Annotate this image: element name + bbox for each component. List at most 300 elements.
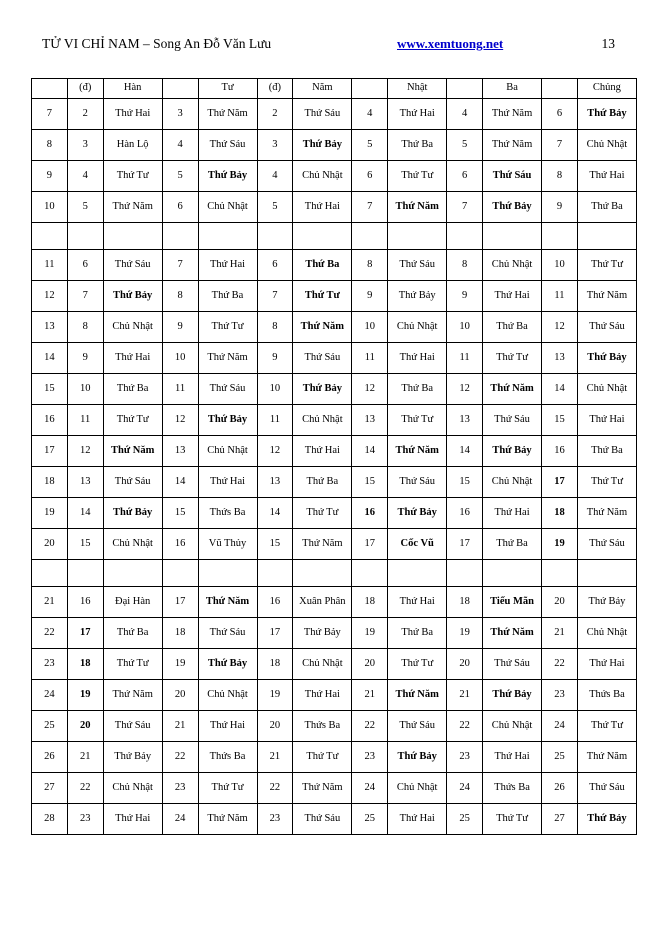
table-cell: Thứ Bảy bbox=[103, 742, 162, 773]
table-cell: 14 bbox=[67, 498, 103, 529]
column-header bbox=[542, 79, 578, 99]
column-header: Ba bbox=[483, 79, 542, 99]
table-cell: Thứ Sáu bbox=[483, 161, 542, 192]
table-cell: 11 bbox=[542, 281, 578, 312]
table-cell: 18 bbox=[162, 618, 198, 649]
table-cell: 7 bbox=[257, 281, 293, 312]
spacer-cell bbox=[293, 560, 352, 587]
table-cell: Thứ Năm bbox=[483, 618, 542, 649]
table-cell: Thứ Bảy bbox=[577, 343, 636, 374]
table-cell: 23 bbox=[542, 680, 578, 711]
column-header: Hàn bbox=[103, 79, 162, 99]
table-cell: Thứ Hai bbox=[103, 99, 162, 130]
book-title: TỬ VI CHỈ NAM – Song An Đỗ Văn Lưu bbox=[42, 36, 272, 51]
table-cell: 8 bbox=[257, 312, 293, 343]
table-cell: Thứs Ba bbox=[198, 742, 257, 773]
table-row bbox=[32, 405, 637, 436]
table-cell: Thứ Bảy bbox=[198, 649, 257, 680]
table-cell: Thứ Hai bbox=[103, 804, 162, 835]
table-cell: Hàn Lộ bbox=[103, 130, 162, 161]
table-cell: 11 bbox=[257, 405, 293, 436]
spacer-cell bbox=[257, 560, 293, 587]
column-header bbox=[32, 79, 68, 99]
table-cell: 11 bbox=[32, 250, 68, 281]
table-cell: Thứ Ba bbox=[388, 374, 447, 405]
table-cell: 16 bbox=[257, 587, 293, 618]
table-cell: 12 bbox=[162, 405, 198, 436]
table-cell: 24 bbox=[542, 711, 578, 742]
table-cell: 16 bbox=[447, 498, 483, 529]
table-cell: 17 bbox=[542, 467, 578, 498]
table-cell: 16 bbox=[162, 529, 198, 560]
table-cell: 5 bbox=[447, 130, 483, 161]
table-cell: 14 bbox=[447, 436, 483, 467]
table-cell: 18 bbox=[67, 649, 103, 680]
table-cell: Vũ Thủy bbox=[198, 529, 257, 560]
spacer-cell bbox=[32, 223, 68, 250]
table-cell: 24 bbox=[32, 680, 68, 711]
table-cell: 19 bbox=[257, 680, 293, 711]
table-cell: 12 bbox=[447, 374, 483, 405]
table-cell: Thứ Bảy bbox=[388, 498, 447, 529]
table-cell: Thứ Năm bbox=[198, 804, 257, 835]
table-cell: Thứ Năm bbox=[198, 343, 257, 374]
table-cell: 25 bbox=[352, 804, 388, 835]
table-cell: 9 bbox=[257, 343, 293, 374]
table-row bbox=[32, 467, 637, 498]
table-cell: 18 bbox=[352, 587, 388, 618]
table-cell: 18 bbox=[542, 498, 578, 529]
table-cell: 23 bbox=[32, 649, 68, 680]
table-cell: Thứ Năm bbox=[483, 374, 542, 405]
table-cell: 17 bbox=[162, 587, 198, 618]
table-cell: Đại Hàn bbox=[103, 587, 162, 618]
table-cell: 21 bbox=[67, 742, 103, 773]
table-cell: 11 bbox=[162, 374, 198, 405]
table-cell: 20 bbox=[447, 649, 483, 680]
table-cell: 24 bbox=[352, 773, 388, 804]
table-cell: 15 bbox=[257, 529, 293, 560]
table-cell: Thứ Tư bbox=[103, 161, 162, 192]
table-cell: Thứ Sáu bbox=[103, 467, 162, 498]
table-cell: 23 bbox=[67, 804, 103, 835]
table-cell: 7 bbox=[32, 99, 68, 130]
table-cell: 13 bbox=[447, 405, 483, 436]
table-cell: Thứ Sáu bbox=[388, 711, 447, 742]
table-cell: Thứ Sáu bbox=[103, 711, 162, 742]
table-cell: 7 bbox=[352, 192, 388, 223]
spacer-cell bbox=[103, 223, 162, 250]
table-cell: 22 bbox=[32, 618, 68, 649]
table-cell: Thứ Hai bbox=[483, 498, 542, 529]
spacer-cell bbox=[352, 223, 388, 250]
table-cell: 13 bbox=[257, 467, 293, 498]
table-header-row bbox=[32, 79, 637, 99]
column-header bbox=[352, 79, 388, 99]
table-row bbox=[32, 529, 637, 560]
spacer-cell bbox=[388, 223, 447, 250]
table-cell: 5 bbox=[352, 130, 388, 161]
table-cell: Thứ Sáu bbox=[483, 649, 542, 680]
table-cell: Thứ Năm bbox=[388, 680, 447, 711]
table-row bbox=[32, 436, 637, 467]
table-cell: Thứ Năm bbox=[577, 281, 636, 312]
table-cell: Thứ Hai bbox=[388, 804, 447, 835]
table-cell: 23 bbox=[257, 804, 293, 835]
table-cell: Thứ Hai bbox=[103, 343, 162, 374]
table-cell: Chủ Nhật bbox=[293, 405, 352, 436]
table-cell: 25 bbox=[32, 711, 68, 742]
table-cell: Thứ Hai bbox=[483, 281, 542, 312]
table-cell: Thứ Bảy bbox=[103, 281, 162, 312]
table-cell: Chủ Nhật bbox=[293, 161, 352, 192]
table-cell: Thứ Tư bbox=[577, 711, 636, 742]
table-cell: 16 bbox=[542, 436, 578, 467]
table-cell: Xuân Phân bbox=[293, 587, 352, 618]
calendar-table bbox=[31, 78, 637, 835]
table-cell: 12 bbox=[542, 312, 578, 343]
table-cell: Thứ Ba bbox=[103, 618, 162, 649]
table-cell: 23 bbox=[352, 742, 388, 773]
table-cell: 21 bbox=[447, 680, 483, 711]
table-cell: Thứ Tư bbox=[388, 405, 447, 436]
table-cell: 11 bbox=[352, 343, 388, 374]
table-cell: 17 bbox=[67, 618, 103, 649]
table-cell: 6 bbox=[352, 161, 388, 192]
table-cell: Thứ Bảy bbox=[483, 680, 542, 711]
table-cell: Thứ Ba bbox=[577, 192, 636, 223]
table-cell: 20 bbox=[352, 649, 388, 680]
table-cell: 2 bbox=[257, 99, 293, 130]
table-cell: Chủ Nhật bbox=[198, 436, 257, 467]
table-cell: 10 bbox=[32, 192, 68, 223]
table-cell: Thứs Ba bbox=[577, 680, 636, 711]
table-cell: 10 bbox=[67, 374, 103, 405]
calendar-table-container bbox=[31, 78, 637, 835]
table-cell: 20 bbox=[542, 587, 578, 618]
table-cell: Thứ Năm bbox=[293, 312, 352, 343]
table-cell: 12 bbox=[67, 436, 103, 467]
table-cell: 15 bbox=[447, 467, 483, 498]
table-cell: Thứ Tư bbox=[198, 312, 257, 343]
table-cell: Thứ Sáu bbox=[198, 618, 257, 649]
table-row bbox=[32, 99, 637, 130]
table-spacer-row bbox=[32, 223, 637, 250]
table-cell: Thứ Tư bbox=[388, 161, 447, 192]
table-cell: 13 bbox=[32, 312, 68, 343]
table-cell: 20 bbox=[67, 711, 103, 742]
table-cell: 19 bbox=[352, 618, 388, 649]
table-cell: Thứ Tư bbox=[103, 649, 162, 680]
spacer-cell bbox=[483, 560, 542, 587]
table-cell: Thứ Sáu bbox=[577, 529, 636, 560]
table-cell: 14 bbox=[32, 343, 68, 374]
table-cell: 28 bbox=[32, 804, 68, 835]
table-cell: 22 bbox=[67, 773, 103, 804]
spacer-cell bbox=[483, 223, 542, 250]
table-cell: Thứs Ba bbox=[198, 498, 257, 529]
table-cell: Thứ Năm bbox=[577, 498, 636, 529]
table-row bbox=[32, 804, 637, 835]
column-header: (đ) bbox=[67, 79, 103, 99]
table-cell: 3 bbox=[67, 130, 103, 161]
table-cell: Thứ Bảy bbox=[388, 281, 447, 312]
table-row bbox=[32, 742, 637, 773]
table-cell: Thứ Tư bbox=[388, 649, 447, 680]
table-cell: 19 bbox=[447, 618, 483, 649]
table-cell: 10 bbox=[447, 312, 483, 343]
column-header: Nhật bbox=[388, 79, 447, 99]
table-cell: Thứ Sáu bbox=[293, 99, 352, 130]
table-row bbox=[32, 374, 637, 405]
table-row bbox=[32, 130, 637, 161]
table-cell: 16 bbox=[352, 498, 388, 529]
table-cell: Thứ Tư bbox=[483, 804, 542, 835]
table-cell: 11 bbox=[447, 343, 483, 374]
table-cell: Tiểu Mãn bbox=[483, 587, 542, 618]
spacer-cell bbox=[32, 560, 68, 587]
table-cell: Thứ Hai bbox=[388, 99, 447, 130]
table-cell: Thứ Ba bbox=[103, 374, 162, 405]
table-cell: 14 bbox=[162, 467, 198, 498]
table-row bbox=[32, 498, 637, 529]
column-header: Tư bbox=[198, 79, 257, 99]
table-cell: Chủ Nhật bbox=[198, 680, 257, 711]
table-cell: Thứ Tư bbox=[103, 405, 162, 436]
table-cell: Thứ Bảy bbox=[198, 161, 257, 192]
table-cell: 24 bbox=[162, 804, 198, 835]
table-cell: 15 bbox=[352, 467, 388, 498]
table-cell: 27 bbox=[542, 804, 578, 835]
spacer-cell bbox=[447, 223, 483, 250]
table-cell: Thứ Năm bbox=[103, 192, 162, 223]
table-cell: Thứ Tư bbox=[577, 250, 636, 281]
table-cell: 6 bbox=[257, 250, 293, 281]
table-cell: 8 bbox=[542, 161, 578, 192]
table-cell: 13 bbox=[542, 343, 578, 374]
table-cell: 7 bbox=[447, 192, 483, 223]
spacer-cell bbox=[577, 560, 636, 587]
table-cell: 8 bbox=[352, 250, 388, 281]
table-cell: Thứ Năm bbox=[198, 587, 257, 618]
table-row bbox=[32, 773, 637, 804]
table-cell: 18 bbox=[447, 587, 483, 618]
table-row bbox=[32, 161, 637, 192]
table-cell: 3 bbox=[257, 130, 293, 161]
table-cell: Thứ Hai bbox=[198, 711, 257, 742]
table-cell: 9 bbox=[447, 281, 483, 312]
table-cell: Thứ Hai bbox=[483, 742, 542, 773]
column-header bbox=[447, 79, 483, 99]
table-cell: 22 bbox=[542, 649, 578, 680]
spacer-cell bbox=[577, 223, 636, 250]
website-link[interactable]: www.xemtuong.net bbox=[397, 36, 504, 51]
table-cell: 20 bbox=[257, 711, 293, 742]
table-cell: 18 bbox=[257, 649, 293, 680]
table-row bbox=[32, 711, 637, 742]
table-cell: Thứ Năm bbox=[388, 192, 447, 223]
table-cell: Thứ Tư bbox=[577, 467, 636, 498]
table-cell: 4 bbox=[162, 130, 198, 161]
table-cell: 18 bbox=[32, 467, 68, 498]
spacer-cell bbox=[67, 560, 103, 587]
table-cell: Chủ Nhật bbox=[577, 618, 636, 649]
table-cell: Thứ Sáu bbox=[293, 343, 352, 374]
table-cell: Thứ Bảy bbox=[388, 742, 447, 773]
table-cell: Thứ Bảy bbox=[577, 587, 636, 618]
table-cell: Chủ Nhật bbox=[483, 711, 542, 742]
table-cell: 4 bbox=[352, 99, 388, 130]
table-row bbox=[32, 587, 637, 618]
table-cell: 14 bbox=[352, 436, 388, 467]
column-header: Năm bbox=[293, 79, 352, 99]
table-cell: 6 bbox=[447, 161, 483, 192]
table-cell: 25 bbox=[447, 804, 483, 835]
table-cell: Thứ Hai bbox=[293, 680, 352, 711]
spacer-cell bbox=[542, 560, 578, 587]
table-cell: 15 bbox=[542, 405, 578, 436]
table-cell: Thứ Năm bbox=[293, 529, 352, 560]
spacer-cell bbox=[352, 560, 388, 587]
table-cell: 3 bbox=[162, 99, 198, 130]
table-cell: Thứs Ba bbox=[483, 773, 542, 804]
table-cell: 2 bbox=[67, 99, 103, 130]
table-cell: Chủ Nhật bbox=[293, 649, 352, 680]
table-cell: 17 bbox=[257, 618, 293, 649]
table-cell: 22 bbox=[257, 773, 293, 804]
table-cell: Cốc Vũ bbox=[388, 529, 447, 560]
table-cell: Thứ Hai bbox=[293, 192, 352, 223]
table-cell: 12 bbox=[257, 436, 293, 467]
table-cell: Chủ Nhật bbox=[577, 374, 636, 405]
table-row bbox=[32, 618, 637, 649]
table-cell: Thứ Bảy bbox=[198, 405, 257, 436]
spacer-cell bbox=[388, 560, 447, 587]
table-cell: Thứ Sáu bbox=[483, 405, 542, 436]
table-cell: 8 bbox=[162, 281, 198, 312]
table-cell: 27 bbox=[32, 773, 68, 804]
table-cell: Chủ Nhật bbox=[103, 529, 162, 560]
table-cell: 5 bbox=[162, 161, 198, 192]
table-cell: 10 bbox=[352, 312, 388, 343]
table-cell: 8 bbox=[32, 130, 68, 161]
table-cell: 15 bbox=[32, 374, 68, 405]
table-cell: 7 bbox=[542, 130, 578, 161]
table-cell: 8 bbox=[447, 250, 483, 281]
table-cell: 16 bbox=[32, 405, 68, 436]
table-cell: 17 bbox=[352, 529, 388, 560]
table-cell: 10 bbox=[257, 374, 293, 405]
table-cell: 4 bbox=[447, 99, 483, 130]
table-cell: Thứ Năm bbox=[293, 773, 352, 804]
table-cell: 9 bbox=[352, 281, 388, 312]
spacer-cell bbox=[67, 223, 103, 250]
table-cell: Thứ Sáu bbox=[103, 250, 162, 281]
table-cell: 4 bbox=[67, 161, 103, 192]
table-cell: 19 bbox=[162, 649, 198, 680]
table-cell: Thứ Năm bbox=[483, 130, 542, 161]
table-cell: Thứ Ba bbox=[198, 281, 257, 312]
spacer-cell bbox=[103, 560, 162, 587]
table-cell: 10 bbox=[542, 250, 578, 281]
table-cell: 11 bbox=[67, 405, 103, 436]
page-header bbox=[42, 36, 627, 58]
table-cell: 21 bbox=[257, 742, 293, 773]
table-cell: 17 bbox=[32, 436, 68, 467]
column-header: Chủng bbox=[577, 79, 636, 99]
table-cell: 19 bbox=[542, 529, 578, 560]
table-cell: 9 bbox=[67, 343, 103, 374]
table-cell: Thứ Hai bbox=[577, 649, 636, 680]
table-cell: Thứ Bảy bbox=[483, 192, 542, 223]
spacer-cell bbox=[198, 223, 257, 250]
table-cell: Thứ Sáu bbox=[293, 804, 352, 835]
table-cell: 22 bbox=[352, 711, 388, 742]
table-cell: 21 bbox=[352, 680, 388, 711]
table-cell: 26 bbox=[32, 742, 68, 773]
table-cell: Thứ Bảy bbox=[103, 498, 162, 529]
table-cell: 6 bbox=[67, 250, 103, 281]
table-cell: 23 bbox=[447, 742, 483, 773]
table-row bbox=[32, 680, 637, 711]
table-cell: Thứ Tư bbox=[293, 742, 352, 773]
table-cell: 12 bbox=[32, 281, 68, 312]
table-cell: Thứs Ba bbox=[293, 711, 352, 742]
table-cell: 5 bbox=[257, 192, 293, 223]
table-row bbox=[32, 343, 637, 374]
table-cell: Thứ Hai bbox=[198, 467, 257, 498]
table-row bbox=[32, 649, 637, 680]
table-cell: Thứ Ba bbox=[483, 312, 542, 343]
spacer-cell bbox=[447, 560, 483, 587]
table-cell: 9 bbox=[32, 161, 68, 192]
table-cell: 13 bbox=[67, 467, 103, 498]
table-cell: Thứ Ba bbox=[293, 467, 352, 498]
table-cell: 17 bbox=[447, 529, 483, 560]
table-cell: 21 bbox=[542, 618, 578, 649]
table-cell: Thứ Sáu bbox=[388, 250, 447, 281]
table-cell: 5 bbox=[67, 192, 103, 223]
table-cell: 13 bbox=[352, 405, 388, 436]
table-cell: Thứ Năm bbox=[388, 436, 447, 467]
column-header bbox=[162, 79, 198, 99]
table-cell: 13 bbox=[162, 436, 198, 467]
table-cell: Chủ Nhật bbox=[483, 250, 542, 281]
table-cell: 21 bbox=[162, 711, 198, 742]
spacer-cell bbox=[293, 223, 352, 250]
spacer-cell bbox=[162, 560, 198, 587]
table-cell: Chủ Nhật bbox=[103, 312, 162, 343]
table-cell: Thứ Năm bbox=[103, 436, 162, 467]
table-cell: Thứ Bảy bbox=[293, 130, 352, 161]
table-cell: Thứ Năm bbox=[577, 742, 636, 773]
table-cell: Thứ Sáu bbox=[198, 130, 257, 161]
table-cell: Thứ Hai bbox=[198, 250, 257, 281]
table-cell: Thứ Hai bbox=[577, 405, 636, 436]
column-header: (đ) bbox=[257, 79, 293, 99]
table-cell: Thứ Hai bbox=[577, 161, 636, 192]
table-cell: 6 bbox=[162, 192, 198, 223]
table-row bbox=[32, 192, 637, 223]
table-cell: Thứ Hai bbox=[293, 436, 352, 467]
page-number: 13 bbox=[601, 36, 615, 51]
table-cell: 4 bbox=[257, 161, 293, 192]
table-cell: 24 bbox=[447, 773, 483, 804]
table-cell: 22 bbox=[447, 711, 483, 742]
table-cell: Thứ Bảy bbox=[293, 618, 352, 649]
table-cell: Thứ Tư bbox=[198, 773, 257, 804]
table-cell: 14 bbox=[257, 498, 293, 529]
